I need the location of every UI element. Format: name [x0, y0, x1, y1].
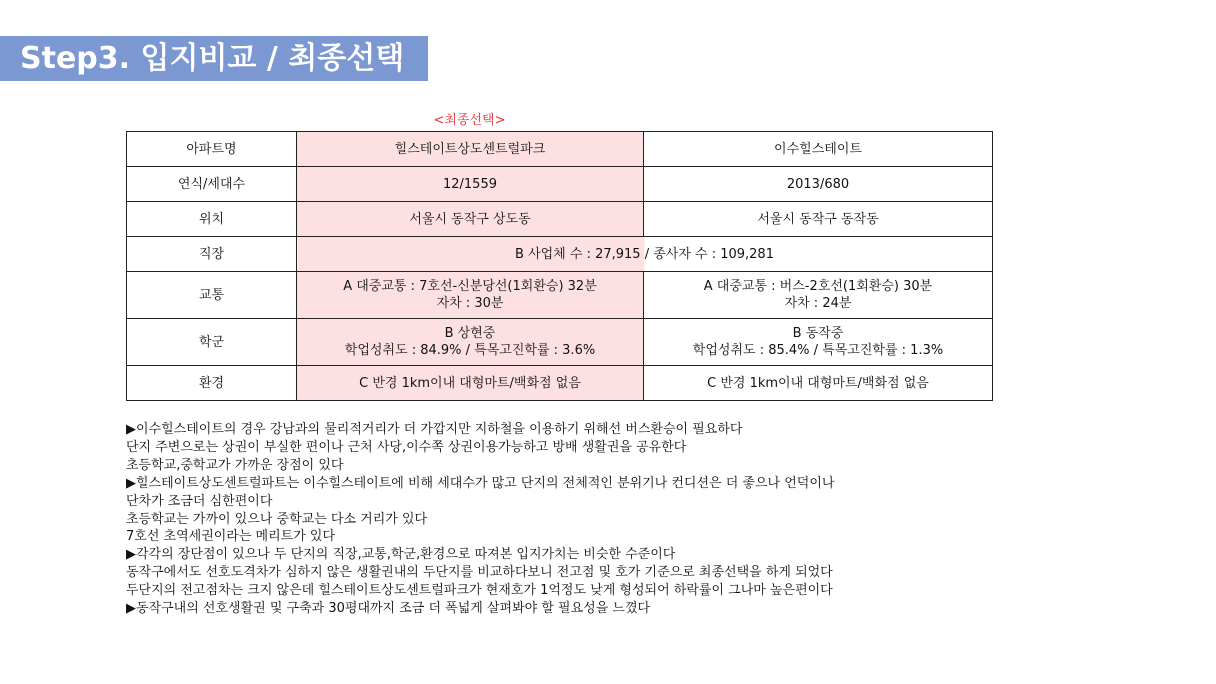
apt-b-school-line2: 학업성취도 : 85.4% / 특목고진학률 : 1.3% — [692, 343, 944, 358]
note-line: ▶힐스테이트상도센트럴파트는 이수힐스테이트에 비해 세대수가 많고 단지의 전체적인 분위기나 컨디션은 더 좋으나 언덕이나 — [126, 475, 835, 491]
note-line: 7호선 초역세권이라는 메리트가 있다 — [126, 529, 336, 545]
apt-a-transport-line1: A 대중교통 : 7호선-신분당선(1회환승) 32분 — [343, 279, 597, 294]
apt-a-transport — [297, 272, 644, 319]
apt-b-environment: C 반경 1km이내 대형마트/백화점 없음 — [644, 366, 993, 401]
row-label-workplace: 직장 — [127, 237, 297, 272]
note-line: 초등학교,중학교가 가까운 장점이 있다 — [126, 457, 344, 473]
apt-b-school-line1: B 동작중 — [792, 326, 844, 341]
apt-a-location: 서울시 동작구 상도동 — [297, 202, 644, 237]
table-row-workplace — [127, 237, 993, 272]
note-line: 단차가 조금더 심한편이다 — [126, 493, 273, 509]
apt-a-name: 힐스테이트상도센트럴파크 — [297, 132, 644, 167]
note-line: ▶동작구내의 선호생활권 및 구축과 30평대까지 조금 더 폭넓게 살펴봐야 할 필요성을 느꼈다 — [126, 601, 651, 617]
apt-b-transport-line1: A 대중교통 : 버스-2호선(1회환승) 30분 — [703, 279, 933, 294]
apt-b-location: 서울시 동작구 동작동 — [644, 202, 993, 237]
table-row-age-units — [127, 167, 993, 202]
row-label-environment: 환경 — [127, 366, 297, 401]
apt-b-transport — [644, 272, 993, 319]
apt-a-school-line1: B 상현중 — [444, 326, 496, 341]
shared-workplace: B 사업체 수 : 27,915 / 종사자 수 : 109,281 — [297, 237, 993, 272]
table-row-school — [127, 319, 993, 366]
page-title: Step3. 입지비교 / 최종선택 — [0, 36, 428, 81]
row-label-school: 학군 — [127, 319, 297, 366]
apt-a-environment: C 반경 1km이내 대형마트/백화점 없음 — [297, 366, 644, 401]
table-row-apt-name — [127, 132, 993, 167]
apt-a-school-line2: 학업성취도 : 84.9% / 특목고진학률 : 3.6% — [344, 343, 596, 358]
apt-b-school — [644, 319, 993, 366]
apt-a-school — [297, 319, 644, 366]
note-line: ▶각각의 장단점이 있으나 두 단지의 직장,교통,학군,환경으로 따져본 입지가치는 비슷한 수준이다 — [126, 547, 676, 563]
table-row-environment — [127, 366, 993, 401]
note-line: 단지 주변으로는 상권이 부실한 편이나 근처 사당,이수쪽 상권이용가능하고 방배 생활권을 공유한다 — [126, 439, 687, 455]
table-row-location — [127, 202, 993, 237]
comparison-table — [126, 131, 993, 401]
note-line: 동작구에서도 선호도격차가 심하지 않은 생활권내의 두단지를 비교하다보니 전고점 및 호가 기준으로 최종선택을 하게 되었다 — [126, 565, 833, 581]
apt-b-age-units: 2013/680 — [644, 167, 993, 202]
apt-b-transport-line2: 자차 : 24분 — [784, 296, 852, 311]
table-row-transport — [127, 272, 993, 319]
analysis-notes — [126, 421, 1006, 618]
apt-b-name: 이수힐스테이트 — [644, 132, 993, 167]
note-line: 초등학교는 가까이 있으나 중학교는 다소 거리가 있다 — [126, 511, 428, 527]
row-label-age-units: 연식/세대수 — [127, 167, 297, 202]
apt-a-transport-line2: 자차 : 30분 — [436, 296, 504, 311]
final-choice-label: <최종선택> — [433, 113, 506, 128]
apt-a-age-units: 12/1559 — [297, 167, 644, 202]
row-label-location: 위치 — [127, 202, 297, 237]
note-line: ▶이수힐스테이트의 경우 강남과의 물리적거리가 더 가깝지만 지하철을 이용하기 위해선 버스환승이 필요하다 — [126, 422, 743, 437]
note-line: 두단지의 전고점차는 크지 않은데 힐스테이트상도센트럴파크가 현재호가 1억정도 낮게 형성되어 하락률이 그나마 높은편이다 — [126, 583, 833, 599]
row-label-transport: 교통 — [127, 272, 297, 319]
row-label-apt-name: 아파트명 — [127, 132, 297, 167]
